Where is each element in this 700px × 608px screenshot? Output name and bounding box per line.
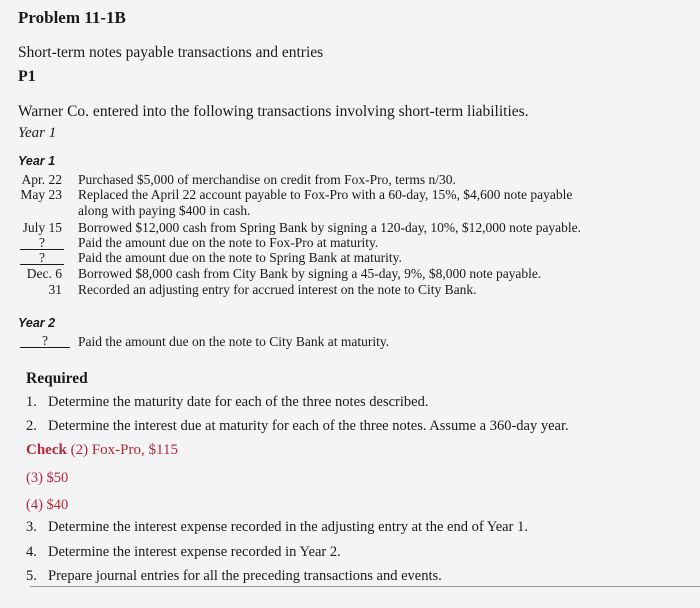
year2-heading: Year 2 (18, 316, 56, 330)
required-item-text: Determine the maturity date for each of the three notes described. (48, 394, 429, 410)
required-item-number: 5. (26, 568, 37, 584)
problem-title: Problem 11-1B (18, 8, 126, 27)
required-item-number: 1. (26, 394, 37, 410)
required-item (26, 519, 528, 536)
year1-heading: Year 1 (18, 154, 56, 168)
divider (30, 586, 700, 587)
txn-date-blank: ? (20, 334, 70, 348)
required-item (26, 394, 428, 411)
problem-subtitle: Short-term notes payable transactions and entries (18, 44, 324, 61)
check-value: (3) $50 (26, 470, 69, 486)
txn-date: Apr. 22 (21, 172, 62, 187)
txn-description: Replaced the April 22 account payable to Fox-Pro with a 60-day, 15%, $4,600 note payable (78, 187, 573, 202)
problem-intro: Warner Co. entered into the following transactions involving short-term liabilities. (18, 103, 529, 120)
check-figures (26, 442, 178, 459)
required-item-text: Determine the interest due at maturity for each of the three notes. Assume a 360-day year. (48, 418, 569, 434)
check-value: (4) $40 (26, 497, 69, 513)
txn-description: Borrowed $8,000 cash from City Bank by signing a 45-day, 9%, $8,000 note payable. (78, 266, 542, 281)
txn-description: Paid the amount due on the note to Fox-Pro at maturity. (78, 235, 379, 250)
txn-description: Borrowed $12,000 cash from Spring Bank by signing a 120-day, 10%, $12,000 note payable. (78, 220, 582, 235)
txn-description: Paid the amount due on the note to Spring Bank at maturity. (78, 250, 402, 265)
year-label-italic: Year 1 (18, 125, 57, 141)
txn-date: May 23 (20, 187, 62, 202)
txn-date-blank: ? (20, 251, 64, 265)
txn-date-blank: ? (20, 236, 64, 250)
required-item-text: Prepare journal entries for all the preceding transactions and events. (48, 568, 442, 584)
required-item-text: Determine the interest expense recorded in the adjusting entry at the end of Year 1. (48, 519, 528, 535)
txn-date: 31 (48, 282, 62, 297)
required-item (26, 418, 569, 435)
txn-description: Recorded an adjusting entry for accrued interest on the note to City Bank. (78, 282, 477, 297)
txn-description-cont: along with paying $400 in cash. (78, 203, 251, 218)
required-item-number: 2. (26, 418, 37, 434)
check-value: (2) Fox-Pro, $115 (70, 442, 178, 458)
txn-description: Purchased $5,000 of merchandise on credit from Fox-Pro, terms n/30. (78, 172, 456, 187)
txn-date: July 15 (22, 220, 62, 235)
objective-code: P1 (18, 68, 36, 85)
required-item-text: Determine the interest expense recorded in Year 2. (48, 544, 341, 560)
txn-description: Paid the amount due on the note to City Bank at maturity. (78, 334, 390, 349)
required-item-number: 4. (26, 544, 37, 560)
txn-date: Dec. 6 (26, 266, 62, 281)
check-label: Check (26, 442, 67, 458)
required-item (26, 568, 442, 585)
required-heading: Required (26, 370, 88, 387)
required-item-number: 3. (26, 519, 37, 535)
required-item (26, 544, 341, 561)
